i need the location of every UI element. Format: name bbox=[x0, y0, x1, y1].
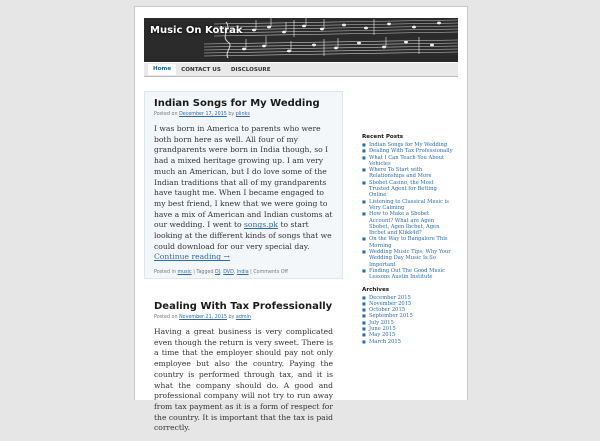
tag-link[interactable]: DJ bbox=[215, 270, 221, 276]
archive-link[interactable]: ■ May 2015 bbox=[362, 332, 454, 338]
content-column bbox=[144, 91, 343, 441]
post-dealing-with-tax bbox=[144, 294, 343, 441]
post-footer-meta: Posted in music | Tagged DJ, DVD, India | Comments Off bbox=[154, 270, 288, 276]
post-body bbox=[154, 124, 333, 263]
archives-list bbox=[362, 295, 454, 345]
header-banner bbox=[144, 18, 458, 62]
post-meta bbox=[154, 315, 333, 320]
recent-post-link[interactable]: ■ What I Can Teach You About Vehicles bbox=[362, 155, 454, 168]
nav-disclosure[interactable]: DISCLOSURE bbox=[230, 66, 271, 73]
archive-link[interactable]: ■ June 2015 bbox=[362, 326, 454, 332]
recent-post-link[interactable]: ■ Listening to Classical Music is Very Calming bbox=[362, 199, 454, 212]
recent-post-link[interactable]: ■ Indian Songs for My Wedding bbox=[362, 142, 454, 148]
post-meta bbox=[154, 112, 333, 117]
post-title[interactable]: Indian Songs for My Wedding bbox=[154, 98, 320, 109]
post-author[interactable]: plinks bbox=[235, 112, 250, 117]
comments-status: | Comments Off bbox=[250, 270, 288, 276]
sidebar bbox=[362, 134, 454, 351]
post-indian-songs bbox=[144, 91, 343, 279]
recent-post-link[interactable]: ■ Finding Out The Good Music Lessons Austin Institute bbox=[362, 268, 454, 281]
recent-post-link[interactable]: ■ Dealing With Tax Professionally bbox=[362, 148, 454, 154]
recent-post-link[interactable]: ■ Wedding Music Tips, Why Your Wedding Day Music Is So Important bbox=[362, 249, 454, 268]
archive-link[interactable]: ■ March 2015 bbox=[362, 339, 454, 345]
recent-post-link[interactable]: ■ Where To Start with Relationships and More bbox=[362, 167, 454, 180]
recent-posts-list bbox=[362, 142, 454, 281]
songs-pk-link[interactable]: songs.pk bbox=[244, 220, 279, 230]
main-nav bbox=[144, 63, 458, 77]
archive-link[interactable]: ■ December 2015 bbox=[362, 295, 454, 301]
tagged-label: | Tagged bbox=[193, 270, 214, 276]
site-title[interactable]: Music On Kotrak bbox=[150, 25, 243, 36]
archive-link[interactable]: ■ September 2015 bbox=[362, 313, 454, 319]
post-body-text-2: to start looking at the different kinds of songs that we could download for our very special day. bbox=[154, 220, 332, 251]
nav-contact-us[interactable]: CONTACT US bbox=[181, 66, 221, 73]
posted-in-label: Posted in bbox=[154, 270, 176, 276]
category-link[interactable]: music bbox=[177, 270, 192, 276]
post-author[interactable]: admin bbox=[235, 315, 251, 320]
post-body: Having a great business is very complicated even though the return is very sweet. There is a time that the employer should pay not only employee but also the country. Paying the country is performed through tax, and it is what the company should do. A good and professional company will not try to run away from tax payment as it is a form of respect for the country. It is important that the tax is paid correctly. bbox=[154, 327, 333, 433]
archive-link[interactable]: ■ November 2015 bbox=[362, 301, 454, 307]
continue-reading-link[interactable]: Continue reading → bbox=[154, 252, 230, 262]
post-title[interactable]: Dealing With Tax Professionally bbox=[154, 301, 333, 312]
post-body-text: I was born in America to parents who were both born here as well. All four of my grandparents were born in India though, so I had a mixed heritage growing up. I am very much an American, but I do love some of the Indian traditions that all of my grandparents have taught me. When I became engaged to my best friend, I knew that we were going to have a mix of American and Indian customs at our wedding. I went to bbox=[154, 124, 333, 230]
meta-prefix: Posted on bbox=[154, 112, 178, 117]
recent-posts-title: Recent Posts bbox=[362, 134, 404, 140]
archive-link[interactable]: ■ July 2015 bbox=[362, 320, 454, 326]
archives-title: Archives bbox=[362, 286, 390, 293]
meta-by: by bbox=[228, 112, 235, 117]
meta-prefix: Posted on bbox=[154, 315, 178, 320]
archive-link[interactable]: ■ October 2015 bbox=[362, 307, 454, 313]
tag-link[interactable]: DVD bbox=[223, 270, 234, 276]
recent-post-link[interactable]: ■ On the Way to Bangalore This Morning bbox=[362, 236, 454, 249]
meta-by: by bbox=[228, 315, 235, 320]
post-date[interactable]: December 17, 2015 bbox=[179, 112, 227, 117]
recent-post-link[interactable]: ■ Sbobet Casino, the Most Trusted Agent for Betting Online bbox=[362, 180, 454, 199]
archives-widget bbox=[362, 287, 454, 345]
nav-home[interactable]: Home bbox=[148, 64, 176, 75]
page-wrapper bbox=[134, 6, 468, 433]
post-date[interactable]: November 21, 2015 bbox=[179, 315, 227, 320]
tag-link[interactable]: India bbox=[236, 270, 249, 276]
recent-posts-widget bbox=[362, 134, 454, 281]
recent-post-link[interactable]: ■ How to Make a Sbobet Account? What are Agen Sbobet, Agen Ibcbet, Agen Ibcbet and Klikk4d? bbox=[362, 211, 454, 236]
